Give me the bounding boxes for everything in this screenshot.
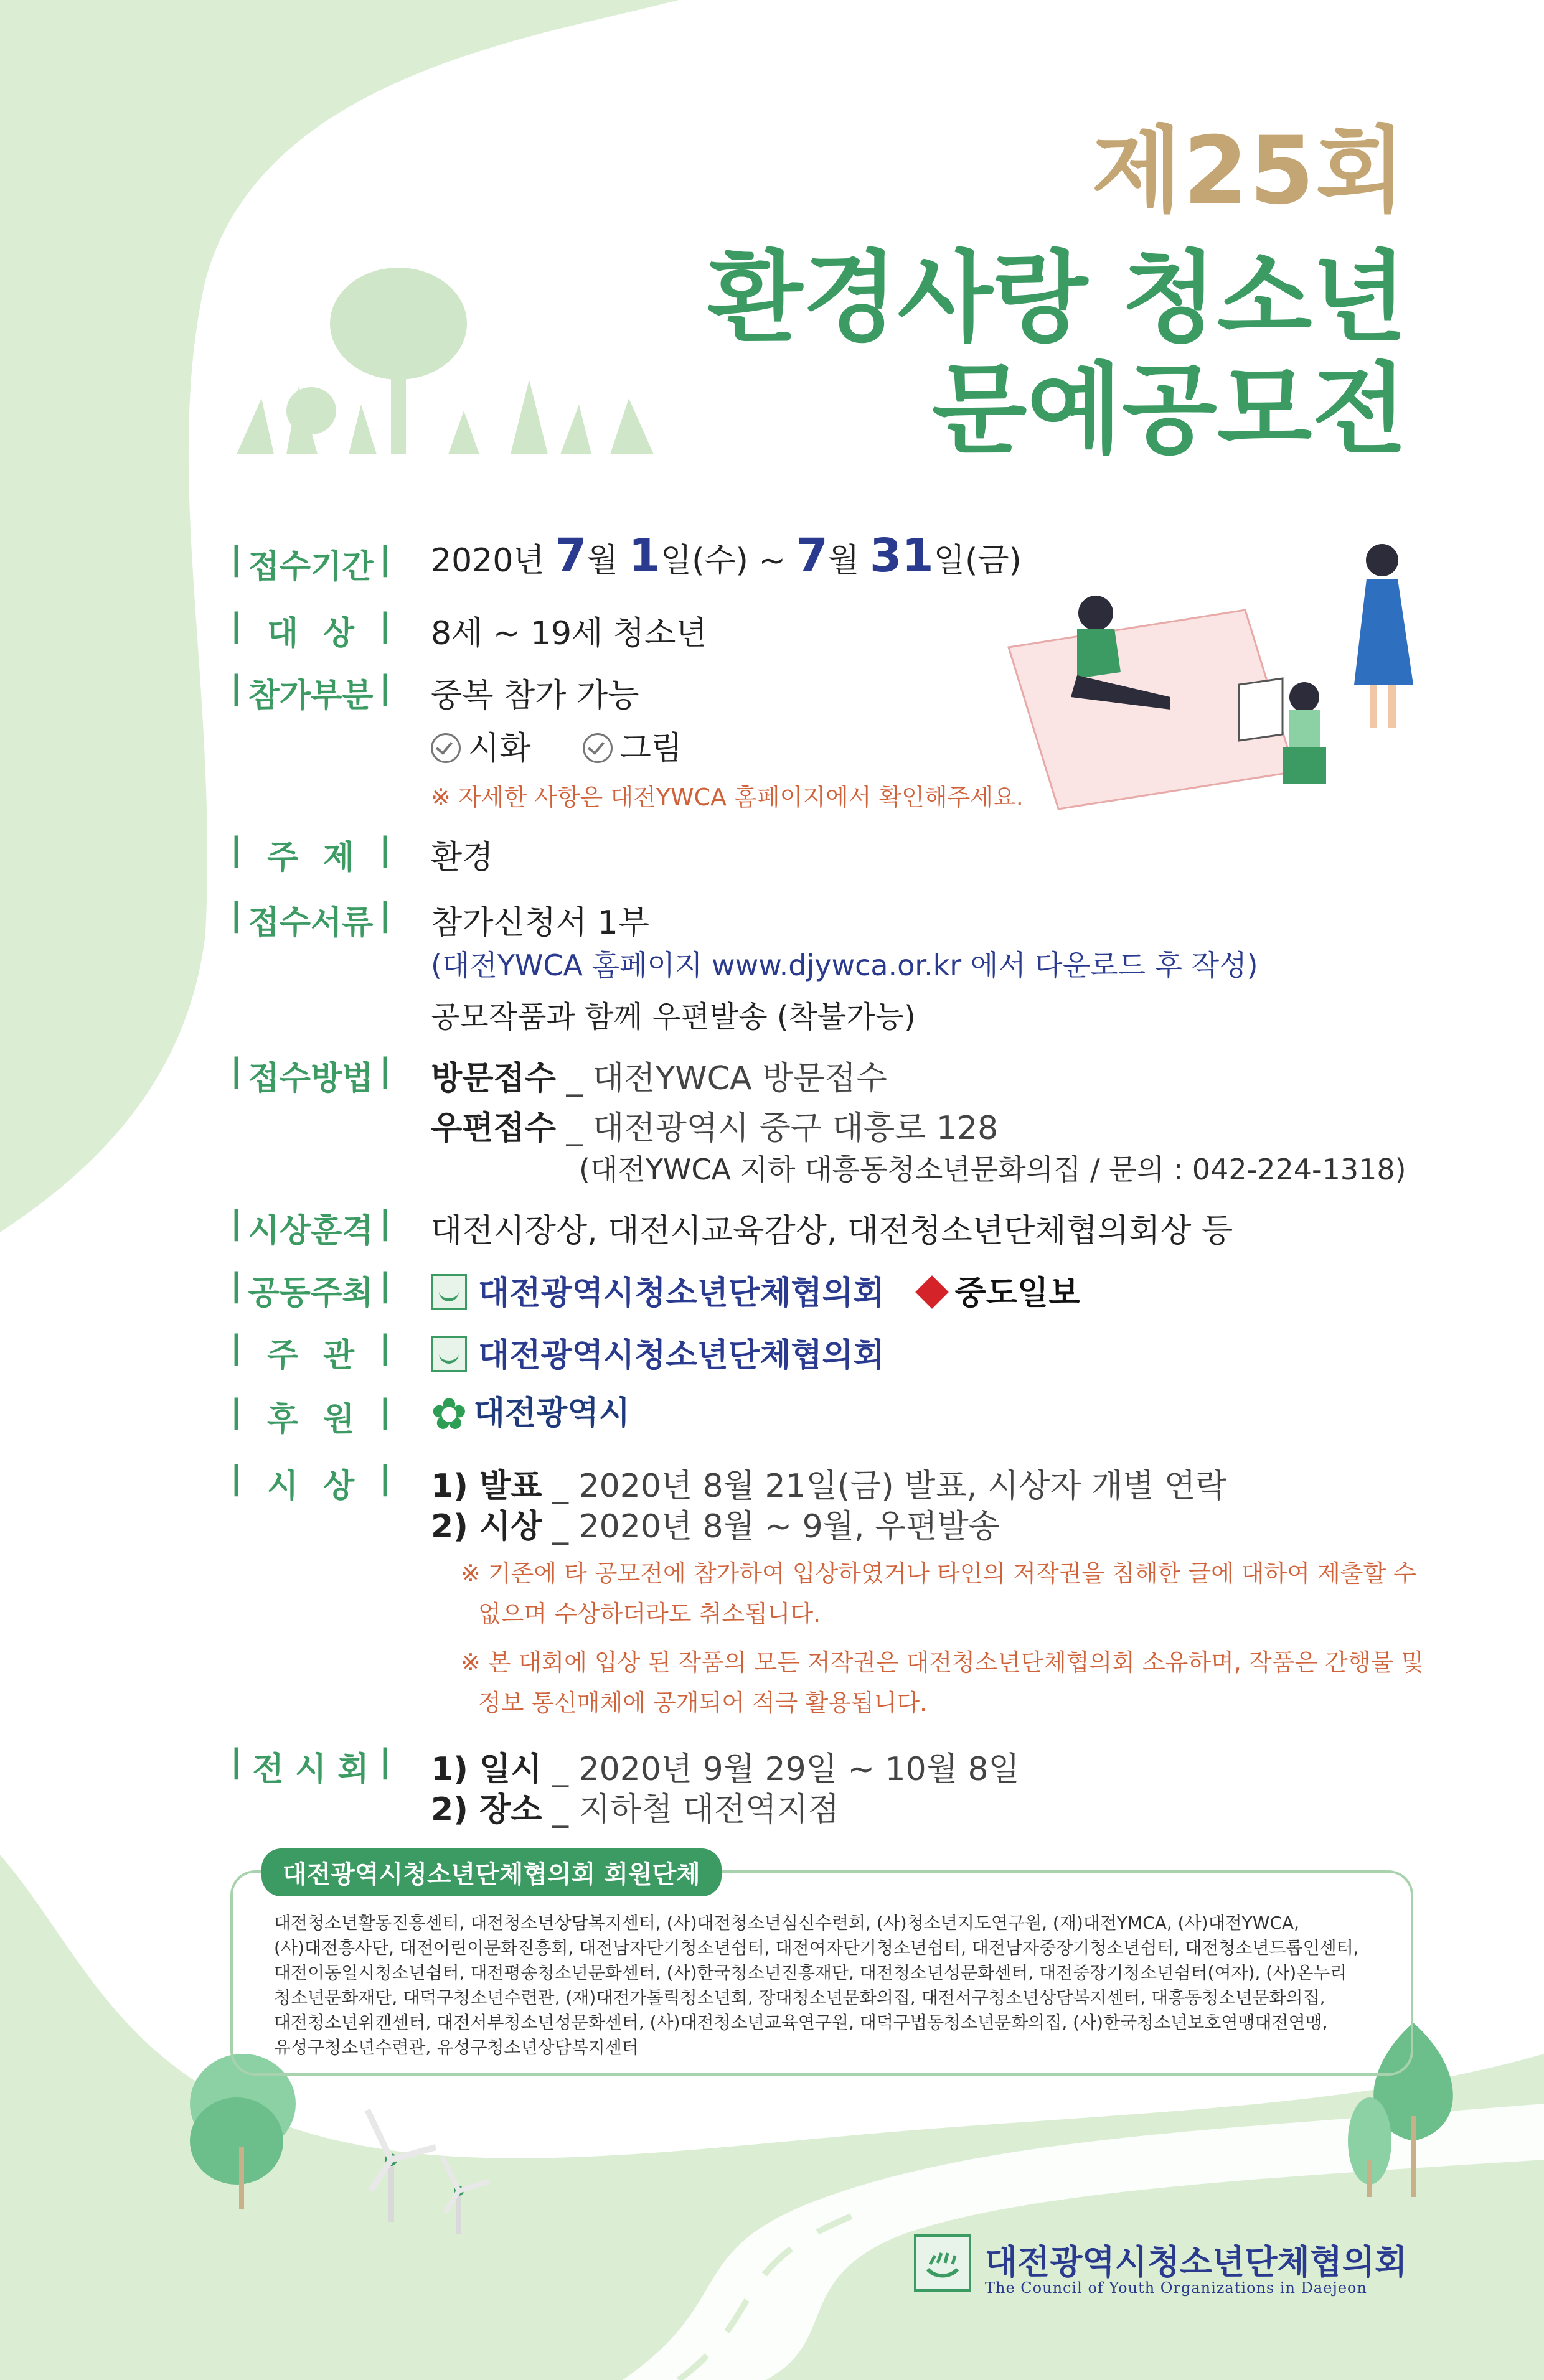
value-cohost: 대전광역시청소년단체협의회 중도일보 — [431, 1267, 1080, 1313]
label-awards: | 시상훈격 | — [230, 1204, 391, 1250]
label-period: | 접수기간 | — [230, 540, 391, 586]
label-sponsor: | 후 원 | — [230, 1393, 391, 1438]
title-line-3: 문예공모전 — [931, 353, 1407, 467]
value-target: 8세 ~ 19세 청소년 — [431, 615, 707, 652]
footer-org-english: The Council of Youth Organizations in Daejeon — [985, 2279, 1367, 2297]
title-line-2: 환경사랑 청소년 — [707, 241, 1407, 355]
method-mail: 우편접수 _ 대전광역시 중구 대흥로 128 — [431, 1110, 999, 1147]
prize-note-2a: ※ 본 대회에 입상 된 작품의 모든 저작권은 대전청소년단체협의회 소유하며, 작품은 간행물 및 — [461, 1649, 1424, 1676]
category-note: ※ 자세한 사항은 대전YWCA 홈페이지에서 확인해주세요. — [431, 784, 1024, 811]
value-awards: 대전시장상, 대전시교육감상, 대전청소년단체협의회상 등 — [431, 1212, 1233, 1250]
members-line: 청소년문화재단, 대덕구청소년수련관, (재)대전가톨릭청소년회, 장대청소년문화의집, 대전서구청소년상담복지센터, 대흥동청소년문화의집, — [274, 1987, 1325, 2008]
value-theme: 환경 — [431, 839, 494, 876]
prize-line-2: 2) 시상 _ 2020년 8월 ~ 9월, 우편발송 — [431, 1508, 1000, 1545]
exhibit-line-1: 1) 일시 _ 2020년 9월 29일 ~ 10월 8일 — [431, 1751, 1020, 1788]
method-mail-note: (대전YWCA 지하 대흥동청소년문화의집 / 문의 : 042-224-1318) — [579, 1153, 1406, 1186]
label-category: | 참가부분 | — [230, 669, 391, 714]
label-prize: | 시 상 | — [230, 1459, 391, 1505]
label-host: | 주 관 | — [230, 1329, 391, 1374]
label-documents: | 접수서류 | — [230, 896, 391, 942]
prize-note-2b: 정보 통신매체에 공개되어 적극 활용됩니다. — [478, 1689, 928, 1717]
label-cohost: | 공동주최 | — [230, 1267, 391, 1312]
value-sponsor: ✿ 대전광역시 — [431, 1389, 630, 1440]
members-list — [274, 1911, 1395, 2060]
label-theme: | 주 제 | — [230, 831, 391, 876]
members-title: 대전광역시청소년단체협의회 회원단체 — [261, 1848, 722, 1896]
check-icon — [431, 733, 461, 763]
members-line: (사)대전흥사단, 대전어린이문화진흥회, 대전남자단기청소년쉼터, 대전여자단기청소년쉼터, 대전남자중장기청소년쉼터, 대전청소년드롭인센터, — [274, 1937, 1359, 1958]
check-icon — [583, 733, 613, 763]
title-edition: 제25회 — [1091, 117, 1407, 225]
prize-line-1: 1) 발표 _ 2020년 8월 21일(금) 발표, 시상자 개별 연락 — [431, 1468, 1227, 1505]
joongdo-logo-icon — [915, 1275, 949, 1309]
value-host: 대전광역시청소년단체협의회 — [431, 1329, 885, 1375]
value-period: 2020년 7월 1일(수) ~ 7월 31일(금) — [431, 529, 1022, 583]
members-line: 대전청소년위캔센터, 대전서부청소년성문화센터, (사)대전청소년교육연구원, 대덕구법동청소년문화의집, (사)한국청소년보호연맹대전연맹, — [274, 2012, 1328, 2033]
members-line: 대전이동일시청소년쉼터, 대전평송청소년문화센터, (사)한국청소년진흥재단, 대전청소년성문화센터, 대전중장기청소년쉼터(여자), (사)온누리 — [274, 1962, 1347, 1983]
daejeon-city-logo-icon: ✿ — [431, 1389, 468, 1440]
council-logo-icon — [431, 1274, 467, 1310]
label-method: | 접수방법 | — [230, 1052, 391, 1097]
members-line: 유성구청소년수련관, 유성구청소년상담복지센터 — [274, 2037, 639, 2058]
members-line: 대전청소년활동진흥센터, 대전청소년상담복지센터, (사)대전청소년심신수련회, (사)청소년지도연구원, (재)대전YMCA, (사)대전YWCA, — [274, 1913, 1300, 1933]
documents-line-2: (대전YWCA 홈페이지 www.djywca.or.kr 에서 다운로드 후 작성) — [431, 949, 1258, 982]
footer-org-name: 대전광역시청소년단체협의회 — [985, 2242, 1408, 2282]
documents-line-1: 참가신청서 1부 — [431, 904, 650, 942]
label-target: | 대 상 | — [230, 607, 391, 652]
category-options: 시화 그림 — [431, 722, 682, 769]
council-logo-icon — [914, 2234, 971, 2292]
council-logo-icon — [431, 1336, 467, 1372]
prize-note-1b: 없으며 수상하더라도 취소됩니다. — [478, 1600, 821, 1628]
label-exhibit: | 전 시 회 | — [230, 1743, 391, 1788]
documents-line-3: 공모작품과 함께 우편발송 (착불가능) — [431, 1000, 916, 1034]
method-visit: 방문접수 _ 대전YWCA 방문접수 — [431, 1060, 887, 1097]
prize-note-1a: ※ 기존에 타 공모전에 참가하여 입상하였거나 타인의 저작권을 침해한 글에 대하여 제출할 수 — [461, 1560, 1416, 1587]
value-category: 중복 참가 가능 — [431, 677, 639, 714]
exhibit-line-2: 2) 장소 _ 지하철 대전역지점 — [431, 1791, 839, 1829]
